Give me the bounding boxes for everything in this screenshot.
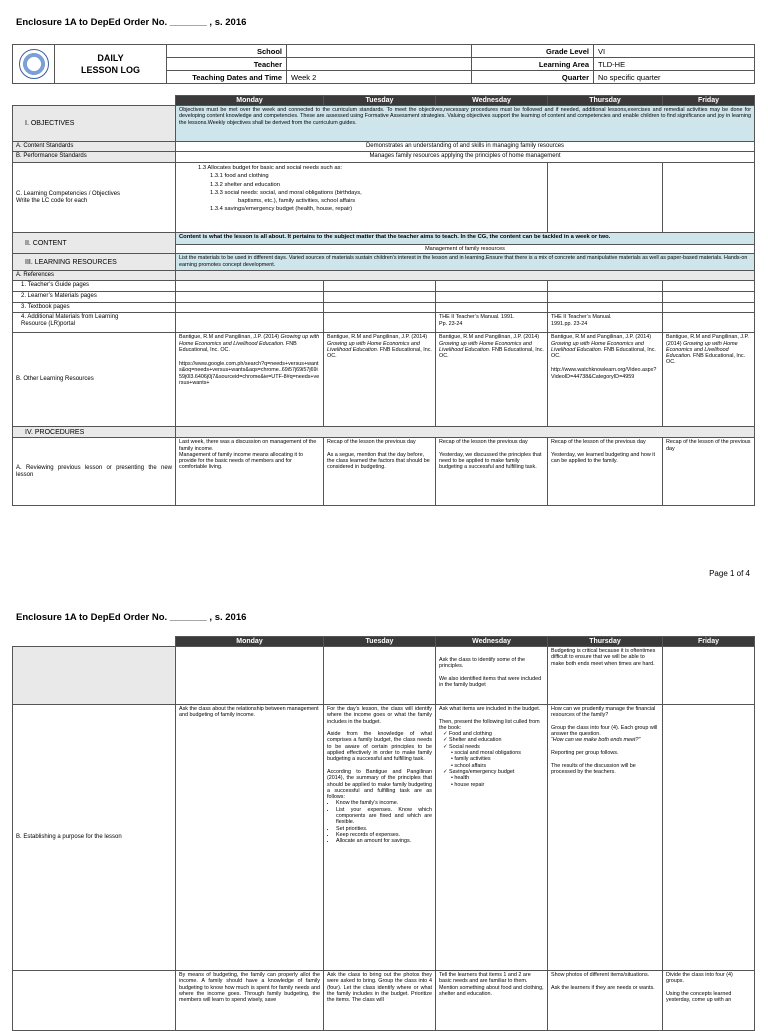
performance-standards-label: B. Performance Standards [13,152,176,163]
content-description: Content is what the lesson is all about. It pertains to the subject matter that the teacher aims to teach. In the CG, the content can be tackled in a week or two. [176,233,755,245]
teacher-label: Teacher [167,58,287,71]
other-resources-wednesday: Bantigue, R.M and Pangilinan, J.P. (2014) Growing up with Home Economics and Livelihood Education. FNB Educational, Inc. OC. [436,333,548,427]
procedures-label: IV. PROCEDURES [13,427,176,438]
row3-tuesday: Ask the class to bring out the photos they were asked to bring. Group the class into 4 (four). Let the class identify where or what the family includes in the budget. Prioritize the items. The class will [324,971,436,1031]
review-tuesday: Recap of the lesson the previous day As a segue, mention that the day before, the class learned the factors that should be considered in budgeting. [324,438,436,506]
other-resources-label: B. Other Learning Resources [13,333,176,427]
grade-level-label: Grade Level [472,45,594,58]
review-wednesday: Recap of the lesson the previous day Yesterday, we discussed the principles that need to be applied to make family budgeting a successful and fulfilling task. [436,438,548,506]
content-standards-label: A. Content Standards [13,142,176,152]
objectives-label: I. OBJECTIVES [13,106,176,142]
day-header-tuesday: Tuesday [324,96,436,106]
grade-level-value: VI [594,45,755,58]
additional-materials-label: 4. Additional Materials from Learning Resource (LR)portal [13,313,176,333]
additional-materials-wednesday: THE II Teacher’s Manual. 1991. Pp. 23-24 [436,313,548,333]
other-resources-tuesday: Bantigue, R.M and Pangilinan, J.P. (2014) Growing up with Home Economics and Livelihood Education. FNB Educational, Inc. OC. [324,333,436,427]
performance-standards-text: Manages family resources applying the principles of home management [176,152,755,163]
other-resources-thursday: Bantigue, R.M and Pangilinan, J.P. (2014) Growing up with Home Economics and Livelihood Education. FNB Educational, Inc. OC. http://www.watchknowlearn.org/Video.aspx?VideoID=44738&CategoryID=4959 [548,333,663,427]
lesson-log-table-page1 [12,95,755,506]
content-topic: Management of family resources [176,245,755,254]
resource-link[interactable]: https://www.google.com.ph/search?q=needs+versus+wants&oq=needs+versus+wants&aqs=chrome..69i57j69i57j69i59j0l3.6406j0j7&sourceid=chrome&ie=UTF-8#q=needs+versus+wants+ [179,361,320,387]
textbook-pages-label: 3. Textbook pages [13,303,176,313]
reviewing-lesson-label: A. Reviewing previous lesson or presenting the new lesson [13,438,176,506]
day-header-monday: Monday [176,96,324,106]
competencies-label: C. Learning Competencies / Objectives Write the LC code for each [13,163,176,233]
purpose-thursday: How can we prudently manage the financial resources of the family? Group the class into four (4). Each group will answer the question. “How can we make both ends meet?” Reporting per group follows. The results of the discussion will be processed by the teachers. [548,705,663,971]
deped-seal-cell [13,45,55,84]
purpose-monday: Ask the class about the relationship between management and budgeting of family income. [176,705,324,971]
purpose-wednesday: Ask what items are included in the budget. Then, present the following list culled from the book: ✓ Food and clothing ✓ Shelter and education ✓ Social needs • social and moral obligations • family activities • school affairs ✓ Savings/emergency budget • health • house repair [436,705,548,971]
day-header-thursday: Thursday [548,637,663,647]
additional-materials-thursday: THE II Teacher’s Manual. 1991.pp. 23-24 [548,313,663,333]
day-header-friday: Friday [663,637,755,647]
school-value [287,45,472,58]
learning-resources-label: III. LEARNING RESOURCES [13,254,176,271]
content-label: II. CONTENT [13,233,176,254]
review-friday: Recap of the lesson of the previous day [663,438,755,506]
row3-thursday: Show photos of different items/situations. Ask the learners if they are needs or wants. [548,971,663,1031]
row1-thursday: Budgeting is critical because it is oftentimes difficult to ensure that we will be able to make both ends meet when times are hard. [548,647,663,705]
enclosure-heading-page2: Enclosure 1A to DepEd Order No. _______ , s. 2016 [16,612,247,623]
enclosure-heading: Enclosure 1A to DepEd Order No. _______ , s. 2016 [16,17,247,28]
learners-materials-label: 2. Learner’s Materials pages [13,292,176,303]
other-resources-monday: Bantigue, R.M and Pangilinan, J.P. (2014) Growing up with Home Economics and Livelihood Education. FNB Educational, Inc. OC. https://www.google.com.ph/search?q=needs+versus+wants&oq=needs+versus+wants&aqs=chrome..69i57j69i57j69i59j0l3.6406j0j7&sourceid=chrome&ie=UTF-8#q=needs+versus+wants+ [176,333,324,427]
day-header-friday: Friday [663,96,755,106]
content-standards-text: Demonstrates an understanding of and skills in managing family resources [176,142,755,152]
school-label: School [167,45,287,58]
day-header-thursday: Thursday [548,96,663,106]
day-header-wednesday: Wednesday [436,96,548,106]
learning-area-label: Learning Area [472,58,594,71]
quarter-label: Quarter [472,71,594,84]
objectives-text: Objectives must be met over the week and connected to the curriculum standards. To meet the objectives,necessary procedures must be followed and if needed, additional lessons,exercises and remedial activities may be done for developing content knowledge and competencies. These are assessed using Formative Assessment strategies. Valuing objectives support the learning of content and competencies and enable children to find significance and joy in learning the lessons.Weekly objectives shall be derived from the curriculum guides. [176,106,755,142]
learning-area-value: TLD-HE [594,58,755,71]
other-resources-friday: Bantigue, R.M and Pangilinan, J.P. (2014) Growing up with Home Economics and Livelihood Education. FNB Educational, Inc. OC. [663,333,755,427]
deped-seal-logo [19,49,49,79]
day-header-wednesday: Wednesday [436,637,548,647]
review-monday: Last week, there was a discussion on management of the family income. Management of family income means allocating it to provide for the basic needs of members and for comfortable living. [176,438,324,506]
row3-wednesday: Tell the learners that items 1 and 2 are basic needs and are familiar to them. Mention something about food and clothing, shelter and education. [436,971,548,1031]
resource-link[interactable]: http://www.watchknowlearn.org/Video.aspx?VideoID=44738&CategoryID=4959 [551,367,657,380]
teaching-dates-label: Teaching Dates and Time [167,71,287,84]
page-number: Page 1 of 4 [709,569,750,578]
header-info-table [12,44,755,84]
row1-wednesday: Ask the class to identify some of the principles. We also identified items that were included in the family budget [436,647,548,705]
learning-resources-text: List the materials to be used in different days. Varied sources of materials sustain children’s interest in the lesson and in learning.Ensure that there is a mix of concrete and manipulative materials as well as paper-based materials. Hands-on earning promotes concept development. [176,254,755,271]
purpose-tuesday: For the day’s lesson, the class will identify where the income goes or what the family includes in the budget. Aside from the knowledge of what comprises a family budget, the class needs to be aware of certain principles to be applied effectively in order to make family budgeting a successful and fulfilling task. According to Bantigue and Pangilinan (2014), the summary of the principles that should be applied to make family budgeting a successful and fulfilling task are as follows: • Know the family’s income. • List your expenses. Know which components are fixed and which are flexible. • Set priorities. • Keep records of expenses. • Allocate an amount for savings. [324,705,436,971]
row3-monday: By means of budgeting, the family can properly allot the income. A family should have a knowledge of family budgeting to know how much is spent for family needs and where the income goes. Through family budgeting, the members will learn to spend wisely, save [176,971,324,1031]
teaching-dates-value: Week 2 [287,71,472,84]
teachers-guide-label: 1. Teacher’s Guide pages [13,281,176,292]
row3-friday: Divide the class into four (4) groups. Using the concepts learned yesterday, come up with an [663,971,755,1031]
competencies-friday [663,163,755,233]
teacher-value [287,58,472,71]
competencies-thursday [548,163,663,233]
dll-title: DAILY LESSON LOG [55,45,167,84]
day-header-monday: Monday [176,637,324,647]
lesson-log-table-page2 [12,636,755,1031]
purpose-label: B. Establishing a purpose for the lesson [13,705,176,971]
day-header-tuesday: Tuesday [324,637,436,647]
quarter-value: No specific quarter [594,71,755,84]
competencies-list: 1.3 Allocates budget for basic and social needs such as: 1.3.1 food and clothing 1.3.2 shelter and education 1.3.3 social needs: social, and moral obligations (birthdays, baptisms, etc.), family activities, school affairs 1.3.4 savings/emergency budget (health, house, repair) [176,163,548,233]
references-label: A. References [13,271,176,281]
review-thursday: Recap of the lesson of the previous day Yesterday, we learned budgeting and how it can be applied to the family. [548,438,663,506]
